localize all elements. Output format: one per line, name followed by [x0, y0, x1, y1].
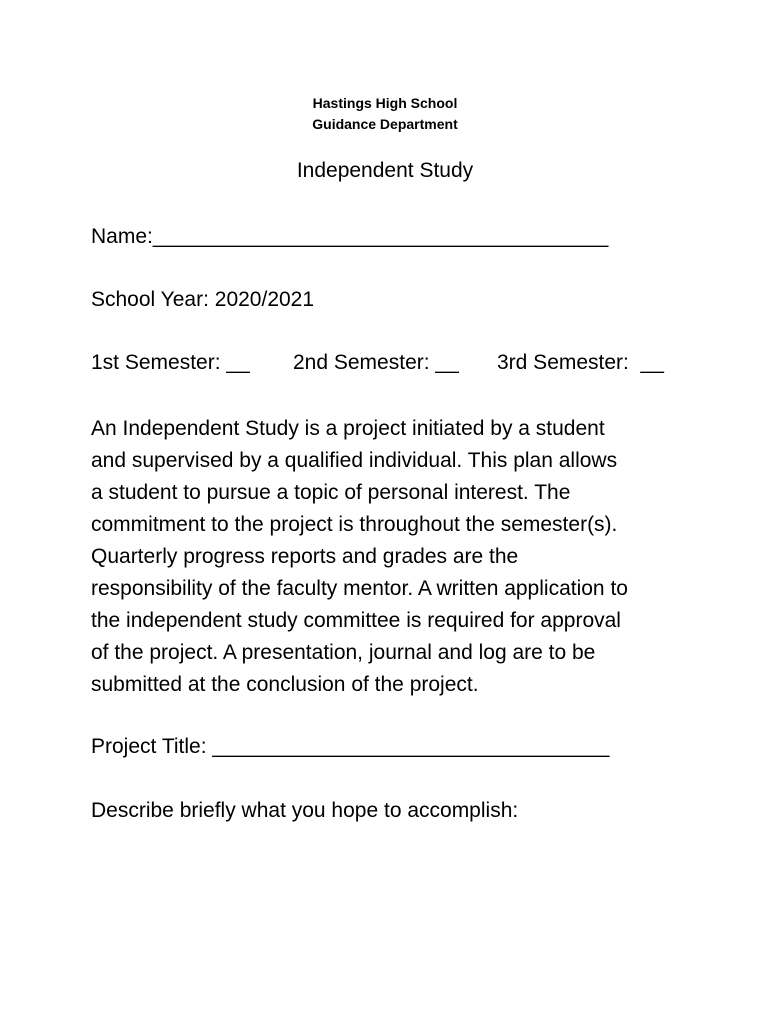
project-title-field[interactable]: Project Title: __________________________________ [91, 735, 610, 758]
school-year: School Year: 2020/2021 [91, 288, 315, 311]
description-line: of the project. A presentation, journal and log are to be [91, 641, 596, 664]
description-line: Quarterly progress reports and grades are the [91, 545, 519, 568]
description-line: the independent study committee is required for approval [91, 609, 621, 632]
semester-3-field[interactable]: 3rd Semester: __ [497, 351, 664, 374]
description-line: responsibility of the faculty mentor. A written application to [91, 577, 628, 600]
school-name: Hastings High School [312, 95, 458, 111]
description-line: An Independent Study is a project initiated by a student [91, 417, 605, 440]
describe-prompt: Describe briefly what you hope to accomplish: [91, 799, 519, 822]
name-field[interactable]: Name:_______________________________________ [91, 225, 609, 248]
description-paragraph [91, 413, 691, 701]
semester-1-field[interactable]: 1st Semester: __ [91, 351, 250, 374]
description-line: commitment to the project is throughout the semester(s). [91, 513, 618, 536]
description-line: a student to pursue a topic of personal interest. The [91, 481, 571, 504]
document-title: Independent Study [296, 159, 474, 182]
department-name: Guidance Department [312, 116, 458, 132]
description-line: and supervised by a qualified individual. This plan allows [91, 449, 618, 472]
semester-2-field[interactable]: 2nd Semester: __ [293, 351, 459, 374]
description-line: submitted at the conclusion of the project. [91, 673, 479, 696]
